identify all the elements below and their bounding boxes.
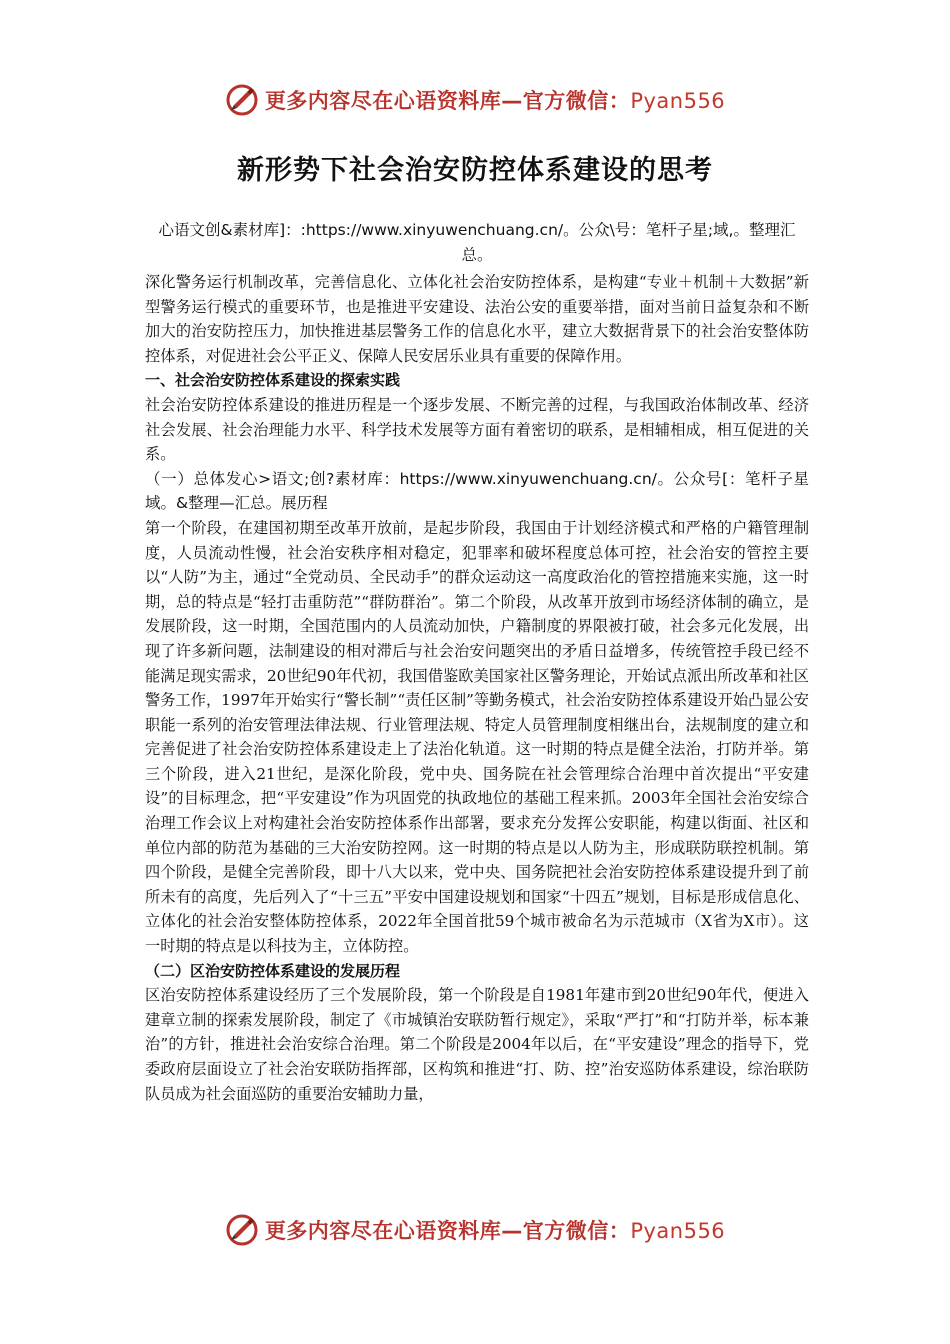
footer-banner — [0, 1208, 950, 1252]
source-note: 心语文创&素材库]：:https://www.xinyuwenchuang.cn/。公众\号：笔杆子星;域,。整理汇总。 — [158, 221, 796, 264]
banner-text — [265, 85, 725, 115]
subsection-1-heading: （一）总体发心>语文;创?素材库：https://www.xinyuwenchuang.cn/。公众号[：笔杆子星域。&整理—汇总。展历程 — [145, 469, 809, 513]
document-body — [145, 218, 809, 1106]
section-1-paragraph: 社会治安防控体系建设的推进历程是一个逐步发展、不断完善的过程，与我国政治体制改革、经济社会发展、社会治理能力水平、科学技术发展等方面有着密切的联系，是相辅相成，相互促进的关系。 — [145, 395, 809, 464]
banner-text — [265, 1215, 725, 1245]
subsection-2-heading: （二）区治安防控体系建设的发展历程 — [145, 961, 401, 980]
banner-handle: Pyan556 — [630, 89, 726, 113]
banner-handle: Pyan556 — [630, 1219, 726, 1243]
subsection-2-paragraph: 区治安防控体系建设经历了三个发展阶段，第一个阶段是自1981年建市到20世纪90年代，便进入建章立制的探索发展阶段，制定了《市城镇治安联防暂行规定》，采取“严打”和“打防并举，标本兼治”的方针，推进社会治安综合治理。第二个阶段是2004年以后，在“平安建设”理念的指导下，党委政府层面设立了社会治安联防指挥部，区构筑和推进“打、防、控”治安巡防体系建设，综治联防队员成为社会面巡防的重要治安辅助力量， — [145, 986, 809, 1103]
document-title: 新形势下社会治安防控体系建设的思考 — [237, 155, 713, 186]
intro-paragraph: 深化警务运行机制改革，完善信息化、立体化社会治安防控体系，是构建“专业＋机制＋大数据”新型警务运行模式的重要环节，也是推进平安建设、法治公安的重要举措，面对当前日益复杂和不断加大的治安防控压力，加快推进基层警务工作的信息化水平，建立大数据背景下的社会治安整体防控体系，对促进社会公平正义、保障人民安居乐业具有重要的保障作用。 — [145, 273, 809, 365]
banner-label: 更多内容尽在心语资料库—官方微信： — [264, 1219, 631, 1243]
book-pen-logo-icon — [225, 83, 259, 117]
book-pen-logo-icon — [225, 1213, 259, 1247]
subsection-1-paragraph: 第一个阶段，在建国初期至改革开放前，是起步阶段，我国由于计划经济模式和严格的户籍管理制度，人员流动性慢，社会治安秩序相对稳定，犯罪率和破坏程度总体可控，社会治安的管控主要以“人防”为主，通过“全党动员、全民动手”的群众运动这一高度政治化的管控措施来实施，这一时期，总的特点是“轻打击重防范”“群防群治”。第二个阶段，从改革开放到市场经济体制的确立，是发展阶段，这一时期，全国范围内的人员流动加快，户籍制度的界限被打破，社会多元化发展，出现了许多新问题，法制建设的相对滞后与社会治安问题突出的矛盾日益增多，传统管控手段已经不能满足现实需求，20世纪90年代初，我国借鉴欧美国家社区警务理论，开始试点派出所改革和社区警务工作，1997年开始实行“警长制”“责任区制”等勤务模式，社会治安防控体系建设开始凸显公安职能一系列的治安管理法律法规、行业管理法规、特定人员管理制度相继出台，法规制度的建立和完善促进了社会治安防控体系建设走上了法治化轨道。这一时期的特点是健全法治，打防并举。第三个阶段，进入21世纪，是深化阶段，党中央、国务院在社会管理综合治理中首次提出“平安建设”的目标理念，把“平安建设”作为巩固党的执政地位的基础工程来抓。2003年全国社会治安综合治理工作会议上对构建社会治安防控体系作出部署，要求充分发挥公安职能，构建以街面、社区和单位内部的防范为基础的三大治安防控网。这一时期的特点是以人防为主，形成联防联控机制。第四个阶段，是健全完善阶段，即十八大以来，党中央、国务院把社会治安防控体系建设提升到了前所未有的高度，先后列入了“十三五”平安中国建设规划和国家“十四五”规划，目标是形成信息化、立体化的社会治安整体防控体系，2022年全国首批59个城市被命名为示范城市（X省为X市）。这一时期的特点是以科技为主，立体防控。 — [145, 518, 809, 956]
header-banner — [0, 78, 950, 122]
banner-label: 更多内容尽在心语资料库—官方微信： — [264, 89, 631, 113]
section-1-heading: 一、社会治安防控体系建设的探索实践 — [145, 371, 401, 390]
